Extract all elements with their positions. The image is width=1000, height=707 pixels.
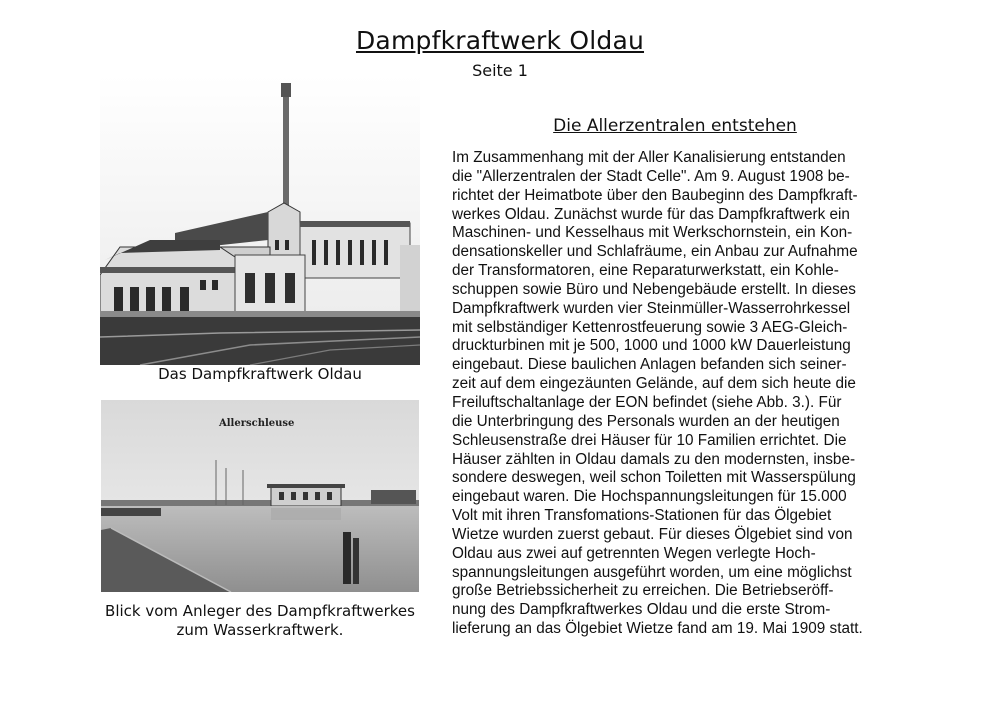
article-line: lieferung an das Ölgebiet Wietze fand am 19. Mai 1909 statt.: [452, 620, 863, 638]
article-line: mit selbständiger Kettenrostfeuerung sowie 3 AEG-Gleich-: [452, 318, 848, 336]
figure-caption-line: Blick vom Anleger des Dampfkraftwerkes: [105, 602, 415, 620]
article-line: sondere deswegen, weil schon Toiletten mit Wasserspülung: [452, 469, 856, 487]
photo-power-plant: [100, 75, 420, 365]
figure-caption-line: Das Dampfkraftwerk Oldau: [158, 365, 362, 383]
article-line: nung des Dampfkraftwerkes Oldau und die erste Strom-: [452, 601, 831, 619]
article-line: spannungsleitungen ausgeführt worden, um eine möglichst: [452, 563, 852, 581]
article-line: zeit auf dem eingezäunten Gelände, auf dem sich heute die: [452, 375, 856, 393]
page-title: Dampfkraftwerk Oldau: [355, 26, 645, 55]
article-line: druckturbinen mit je 500, 1000 und 1000 kW Dauerleistung: [452, 337, 851, 355]
figure-caption-line: zum Wasserkraftwerk.: [176, 621, 344, 639]
photo-inscription: Allerschleuse: [219, 418, 295, 429]
section-heading: Die Allerzentralen entstehen: [553, 116, 797, 136]
article-line: densationskeller und Schlafräume, ein Anbau zur Aufnahme: [452, 243, 858, 261]
article-line: Wietze wurden zuerst gebaut. Für dieses Ölgebiet sind von: [452, 525, 853, 543]
article-line: Im Zusammenhang mit der Aller Kanalisierung entstanden: [452, 149, 846, 166]
article-line: Dampfkraftwerk wurden vier Steinmüller-Wasserrohrkessel: [452, 299, 851, 317]
article-line: richtet der Heimatbote über den Baubeginn des Dampfkraft-: [452, 186, 858, 204]
article-line: Freiluftschaltanlage der EON befindet (siehe Abb. 3.). Für: [452, 393, 842, 411]
figure-caption: [100, 365, 420, 383]
article-line: Maschinen- und Kesselhaus mit Werkschornstein, ein Kon-: [452, 224, 853, 242]
article-line: Schleusenstraße drei Häuser für 10 Familien errichtet. Die: [452, 431, 847, 449]
article-line: werkes Oldau. Zunächst wurde für das Dampfkraftwerk ein: [452, 205, 850, 223]
article-line: eingebaut waren. Die Hochspannungsleitungen für 15.000: [452, 488, 847, 506]
article-line: eingebaut. Diese baulichen Anlagen befanden sich seiner-: [452, 356, 847, 374]
figure-caption: [90, 602, 430, 640]
article-line: der Transformatoren, eine Reparaturwerkstatt, ein Kohle-: [452, 262, 839, 280]
article-line: Oldau aus zwei auf getrennten Wegen verlegte Hoch-: [452, 544, 816, 562]
article-line: die Unterbringung des Personals wurden an der heutigen: [452, 412, 840, 430]
article-body: [452, 149, 907, 639]
article-line: schuppen sowie Büro und Nebengebäude erstellt. In dieses: [452, 280, 856, 298]
article-line: große Betriebssicherheit zu erreichen. Die Betriebseröff-: [452, 582, 834, 600]
article-line: Volt mit ihren Transfomations-Stationen für das Ölgebiet: [452, 507, 832, 525]
article-line: Häuser zählten in Oldau damals zu den modernsten, insbe-: [452, 450, 856, 468]
photo-canal-lock: [101, 400, 419, 592]
article-line: die "Allerzentralen der Stadt Celle". Am 9. August 1908 be-: [452, 167, 850, 185]
page-subtitle: Seite 1: [472, 61, 528, 80]
